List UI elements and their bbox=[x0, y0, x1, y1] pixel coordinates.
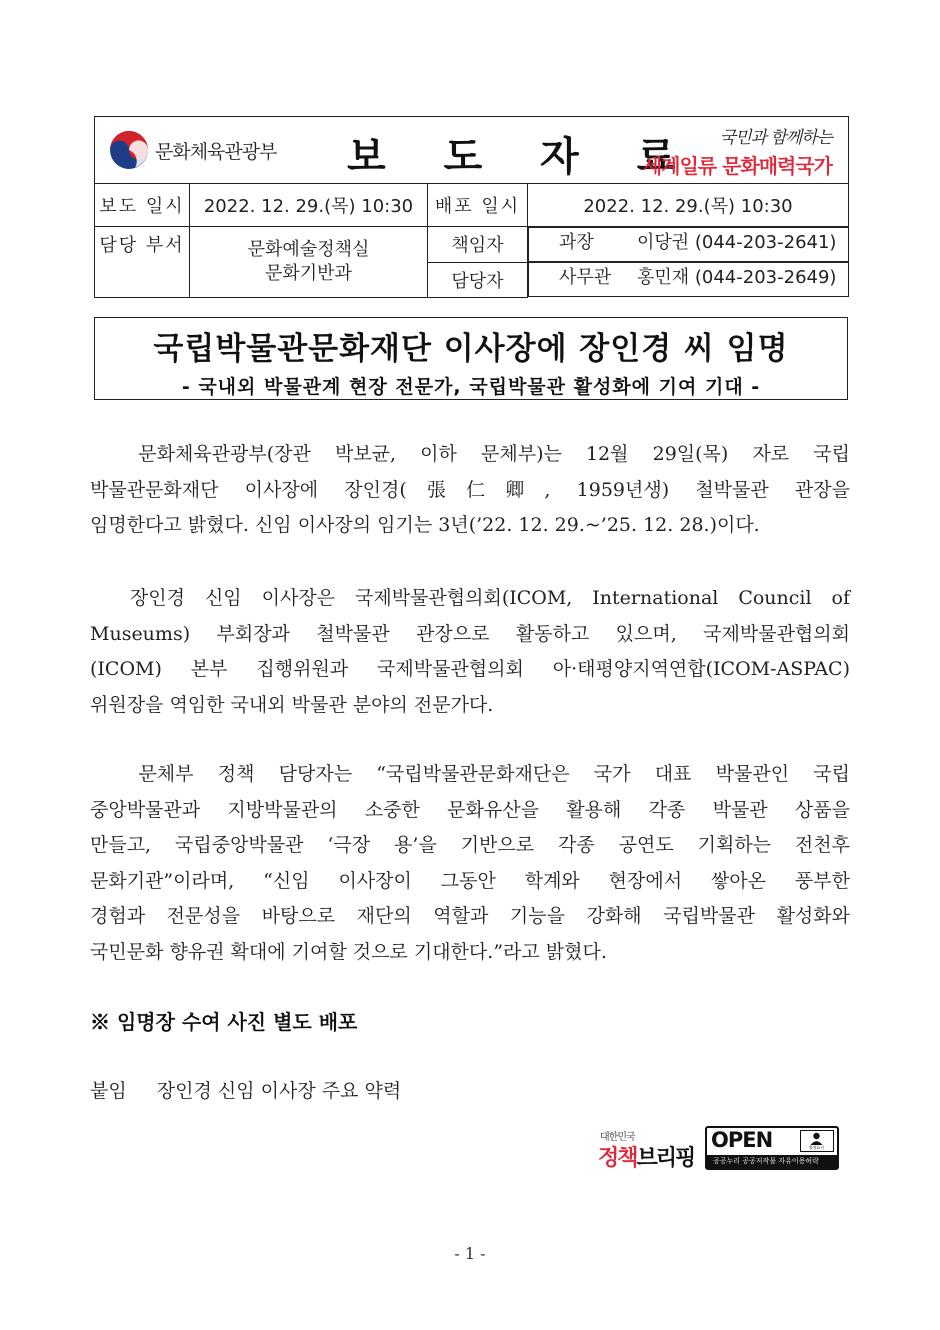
paragraph-line: Museums) 부회장과 철박물관 관장으로 활동하고 있으며, 국제박물관협의회 bbox=[90, 622, 850, 645]
briefing-red-text: 정책 bbox=[598, 1146, 637, 1171]
slogan bbox=[643, 123, 832, 179]
paragraph-line: 만들고, 국립중앙박물관 ‘극장 용’을 기반으로 각종 공연도 기획하는 전천후 bbox=[90, 834, 850, 856]
briefing-wordmark bbox=[598, 1141, 698, 1172]
report-date-value: 2022. 12. 29.(목) 10:30 bbox=[190, 184, 428, 227]
dept-line-1: 문화예술정책실 bbox=[247, 238, 370, 260]
attribution-icon bbox=[800, 1130, 834, 1152]
attachment bbox=[90, 1076, 425, 1103]
taegeuk-emblem-icon bbox=[109, 130, 149, 170]
dept-label: 담당 부서 bbox=[95, 227, 190, 298]
paragraph-line: 위원장을 역임한 국내외 박물관 분야의 전문가다. bbox=[90, 693, 494, 716]
kogl-open-license-logo bbox=[705, 1126, 839, 1170]
paragraph-line: 문화기관”이라며, “신임 이사장이 그동안 학계와 현장에서 쌓아온 풍부한 bbox=[90, 869, 850, 892]
paragraph-line: (ICOM) 본부 집행위원과 국제박물관협의회 아·태평양지역연합(ICOM-ASPAC) bbox=[90, 658, 850, 680]
paragraph-line: 중앙박물관과 지방박물관의 소중한 문화유산을 활용해 각종 박물관 상품을 bbox=[90, 798, 850, 821]
manager-role: 과장 bbox=[559, 232, 594, 253]
press-release-title: 보 도 자 료 bbox=[347, 133, 698, 180]
paragraph-1 bbox=[90, 437, 850, 544]
paragraph-line: 박물관문화재단 이사장에 장인경(張仁卿, 1959년생) 철박물관 관장을 bbox=[90, 478, 850, 501]
release-date-value: 2022. 12. 29.(목) 10:30 bbox=[528, 184, 849, 227]
staff-contact: 홍민재 (044-203-2649) bbox=[637, 267, 837, 288]
release-date-label: 배포 일시 bbox=[428, 184, 528, 227]
manager-contact: 이당권 (044-203-2641) bbox=[637, 232, 837, 253]
slogan-small: 국민과 함께하는 bbox=[719, 128, 832, 148]
paragraph-3 bbox=[90, 757, 850, 970]
dept-value bbox=[190, 227, 428, 298]
paragraph-line: 문화체육관광부(장관 박보균, 이하 문체부)는 12월 29일(목) 자로 국립 bbox=[90, 443, 850, 465]
attachment-text: 장인경 신임 이사장 주요 약력 bbox=[156, 1080, 402, 1102]
briefing-small-text: 대한민국 bbox=[600, 1132, 635, 1143]
report-date-label: 보도 일시 bbox=[95, 184, 190, 227]
press-header-table bbox=[94, 116, 849, 298]
briefing-black-text: 브리핑 bbox=[636, 1146, 695, 1171]
paragraph-2 bbox=[90, 581, 850, 723]
open-word: OPEN bbox=[711, 1128, 773, 1152]
staff-contact-cell bbox=[528, 262, 849, 297]
paragraph-line: 경험과 전문성을 바탕으로 재단의 역할과 기능을 강화해 국립박물관 활성화와 bbox=[90, 905, 850, 927]
main-title: 국립박물관문화재단 이사장에 장인경 씨 임명 bbox=[153, 331, 789, 367]
ministry-logo bbox=[109, 130, 276, 170]
open-caption: 공공누리 공공저작물 자유이용허락 bbox=[707, 1155, 837, 1168]
staff-role: 사무관 bbox=[559, 267, 612, 288]
paragraph-line: 국민문화 향유권 확대에 기여할 것으로 기대한다.”라고 밝혔다. bbox=[90, 940, 607, 963]
paragraph-line: 장인경 신임 이사장은 국제박물관협의회(ICOM, International Council of bbox=[90, 587, 850, 609]
attachment-label: 붙임 bbox=[90, 1080, 127, 1102]
paragraph-line: 임명한다고 밝혔다. 신임 이사장의 임기는 3년(’22. 12. 29.~’25. 12. 28.)이다. bbox=[90, 514, 760, 536]
slogan-big: 세계일류 문화매력국가 bbox=[642, 154, 832, 178]
manager-contact-cell bbox=[528, 227, 849, 262]
page-number: - 1 - bbox=[454, 1244, 486, 1263]
ministry-name: 문화체육관광부 bbox=[155, 140, 277, 163]
open-type-text: 출처표시 bbox=[808, 1145, 825, 1150]
paragraph-line: 문체부 정책 담당자는 “국립박물관문화재단은 국가 대표 박물관인 국립 bbox=[90, 763, 850, 785]
brand-cell bbox=[95, 117, 849, 184]
photo-note: ※ 임명장 수여 사진 별도 배포 bbox=[90, 1010, 358, 1034]
headline-box bbox=[94, 317, 848, 400]
manager-label: 책임자 bbox=[428, 227, 528, 263]
dept-line-2: 문화기반과 bbox=[265, 262, 352, 284]
policy-briefing-logo bbox=[598, 1128, 698, 1176]
sub-title: - 국내외 박물관계 현장 전문가, 국립박물관 활성화에 기여 기대 - bbox=[181, 376, 761, 398]
staff-label: 담당자 bbox=[428, 262, 528, 297]
